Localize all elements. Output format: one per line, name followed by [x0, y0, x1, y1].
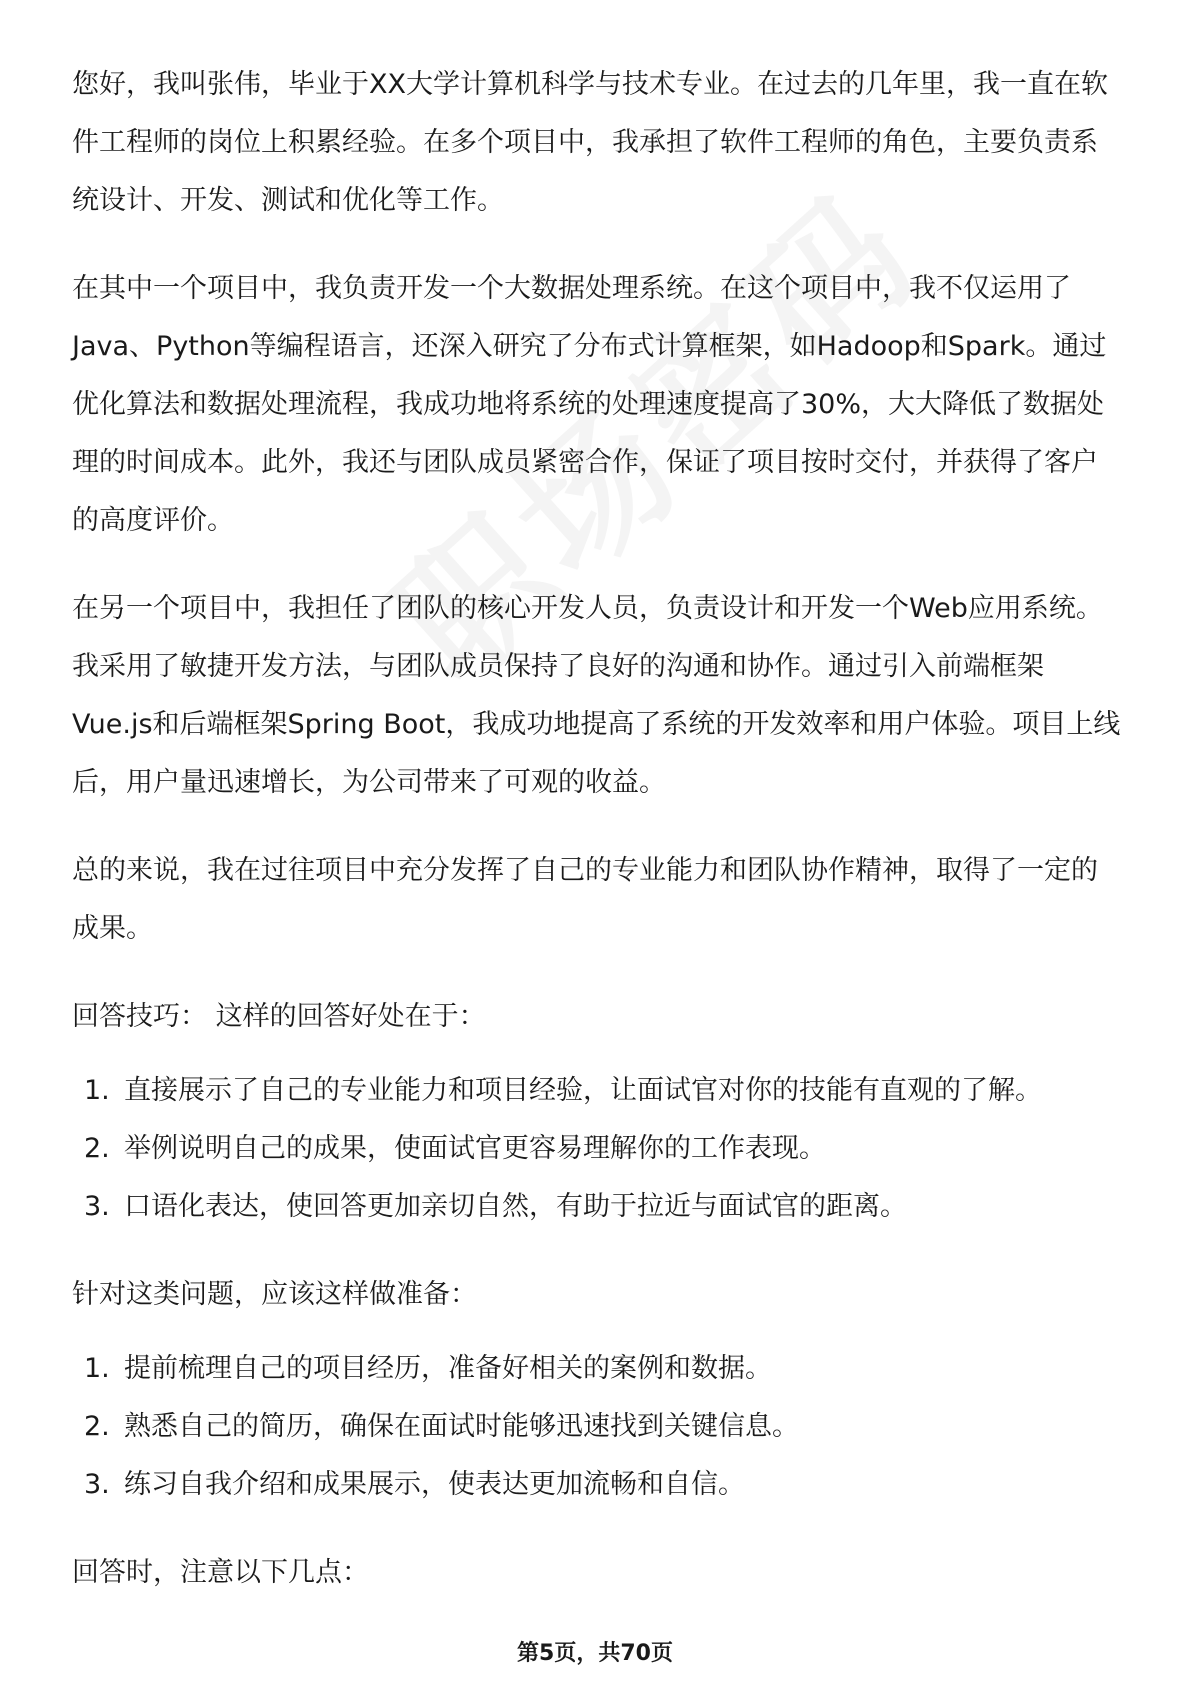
prep-list [72, 1340, 1122, 1514]
list-item [72, 1120, 1122, 1178]
prep-heading: 针对这类问题，应该这样做准备： [72, 1279, 477, 1310]
list-text: 提前梳理自己的项目经历，准备好相关的案例和数据。 [124, 1353, 772, 1384]
list-number: 1. [84, 1353, 110, 1384]
list-text: 练习自我介绍和成果展示，使表达更加流畅和自信。 [124, 1469, 745, 1500]
page-number: 第5页，共70页 [517, 1641, 673, 1666]
tips-heading: 回答技巧： 这样的回答好处在于： [72, 1001, 486, 1032]
list-text: 举例说明自己的成果，使面试官更容易理解你的工作表现。 [124, 1133, 826, 1164]
paragraph-web-project: 在另一个项目中，我担任了团队的核心开发人员，负责设计和开发一个Web应用系统。我采用了敏捷开发方法，与团队成员保持了良好的沟通和协作。通过引入前端框架Vue.js和后端框架Spring Boot，我成功地提高了系统的开发效率和用户体验。项目上线后，用户量迅速增长，为公司带来了可观的收益。 [72, 593, 1121, 798]
notes-heading: 回答时，注意以下几点： [72, 1557, 369, 1588]
paragraph-intro: 您好，我叫张伟，毕业于XX大学计算机科学与技术专业。在过去的几年里，我一直在软件工程师的岗位上积累经验。在多个项目中，我承担了软件工程师的角色，主要负责系统设计、开发、测试和优化等工作。 [72, 69, 1108, 216]
list-item [72, 1178, 1122, 1236]
list-text: 熟悉自己的简历，确保在面试时能够迅速找到关键信息。 [124, 1411, 799, 1442]
list-number: 3. [84, 1469, 110, 1500]
list-number: 2. [84, 1411, 110, 1442]
list-number: 2. [84, 1133, 110, 1164]
list-item [72, 1456, 1122, 1514]
list-item [72, 1340, 1122, 1398]
paragraph-summary: 总的来说，我在过往项目中充分发挥了自己的专业能力和团队协作精神，取得了一定的成果。 [72, 855, 1098, 944]
list-number: 1. [84, 1075, 110, 1106]
list-item [72, 1398, 1122, 1456]
list-text: 直接展示了自己的专业能力和项目经验，让面试官对你的技能有直观的了解。 [124, 1075, 1042, 1106]
list-text: 口语化表达，使回答更加亲切自然，有助于拉近与面试官的距离。 [124, 1191, 907, 1222]
document-body [72, 56, 1122, 1602]
list-number: 3. [84, 1191, 110, 1222]
paragraph-bigdata-project: 在其中一个项目中，我负责开发一个大数据处理系统。在这个项目中，我不仅运用了Java、Python等编程语言，还深入研究了分布式计算框架，如Hadoop和Spark。通过优化算法和数据处理流程，我成功地将系统的处理速度提高了30%，大大降低了数据处理的时间成本。此外，我还与团队成员紧密合作，保证了项目按时交付，并获得了客户的高度评价。 [72, 273, 1107, 536]
tips-list [72, 1062, 1122, 1236]
list-item [72, 1062, 1122, 1120]
